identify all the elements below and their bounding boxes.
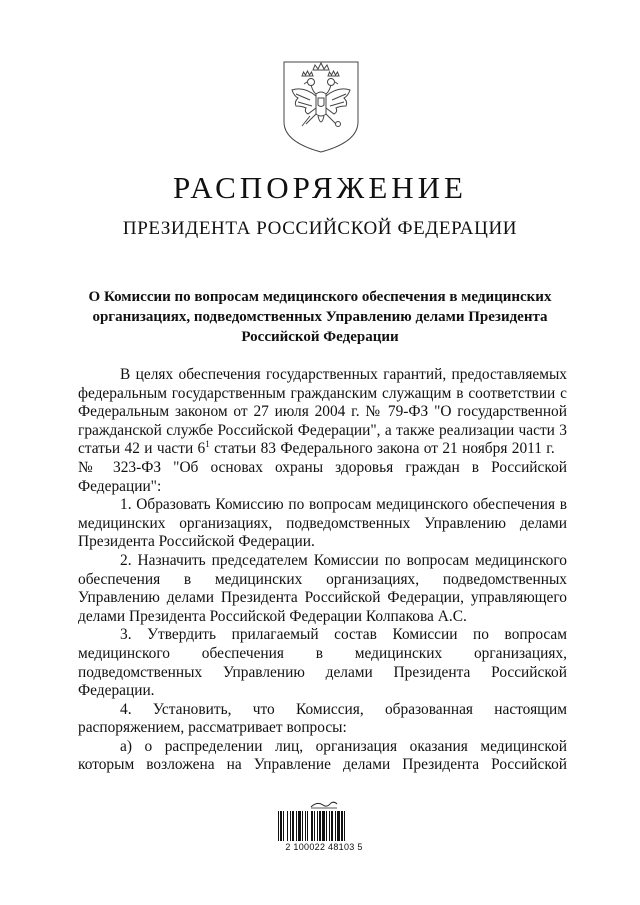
title-line: организациях, подведомственных Управлению делами Президента — [92, 309, 548, 325]
barcode-bar — [335, 811, 336, 841]
body-line: 1. Образовать Комиссию по вопросам медицинского обеспечения в — [120, 496, 567, 514]
body-line: обеспечения в медицинских организациях, подведомственных — [78, 570, 567, 588]
body-line: федеральным государственным гражданским служащим в соответствии с — [78, 384, 567, 402]
body-line: 2. Назначить председателем Комиссии по вопросам медицинского — [120, 551, 567, 569]
barcode-bar — [331, 811, 333, 841]
body-line: 4. Установить, что Комиссия, образованная настоящим — [120, 700, 567, 718]
barcode-bar — [329, 811, 330, 841]
body-line: а) о распределении лиц, организация оказания медицинской — [120, 737, 567, 755]
barcode-bar — [319, 811, 321, 841]
barcode-bar — [337, 811, 340, 841]
mark-icon — [309, 799, 339, 809]
superscript: 1 — [205, 439, 210, 450]
body-line: Управлению делами Президента Российской Федерации, управляющего — [78, 589, 567, 607]
body-text: статьи 83 Федерального закона от 21 ноября 2011 г. — [209, 440, 555, 458]
barcode-bar — [326, 811, 327, 841]
body-line: которым возложена на Управление делами Президента Российской — [78, 756, 567, 774]
barcode-bar — [314, 811, 315, 841]
body-line: В целях обеспечения государственных гарантий, предоставляемых — [120, 366, 567, 383]
barcode-bar — [305, 811, 306, 841]
barcode-bar — [280, 811, 282, 841]
body-line: Президента Российской Федерации. — [78, 533, 315, 551]
body-line: Федерации. — [78, 682, 155, 700]
document-heading: РАСПОРЯЖЕНИЕ — [173, 170, 467, 205]
barcode-bar — [341, 811, 343, 841]
barcode-bar — [311, 811, 313, 841]
barcode-bar — [317, 811, 318, 841]
barcode-bar — [290, 811, 291, 841]
body-text: статьи 42 и части 6 — [78, 440, 206, 458]
barcode-bar — [307, 811, 308, 841]
body-line: делами Президента Российской Федерации Колпакова А.С. — [78, 607, 467, 625]
barcode-block — [276, 797, 372, 857]
barcode-bar — [302, 811, 303, 841]
barcode-bar — [292, 811, 294, 841]
body-line: подведомственных Управлению делами Президента Российской — [78, 663, 567, 681]
barcode-bar — [322, 811, 325, 841]
barcode-bar — [296, 811, 297, 841]
document-body — [78, 366, 567, 775]
title-line: Российской Федерации — [241, 329, 399, 345]
barcode-bar — [298, 811, 301, 841]
barcode-number: 2 100022 48103 5 — [285, 842, 363, 852]
document-subheading: ПРЕЗИДЕНТА РОССИЙСКОЙ ФЕДЕРАЦИИ — [122, 218, 518, 239]
barcode-bar — [283, 811, 284, 841]
body-line: Федеральным законом от 27 июля 2004 г. № 79-ФЗ "О государственной — [78, 403, 567, 421]
coat-of-arms-emblem — [280, 56, 362, 154]
body-line: № 323-ФЗ "Об основах охраны здоровья граждан в Российской — [78, 458, 567, 476]
barcode-bar — [344, 811, 345, 841]
barcode-bar — [287, 811, 288, 841]
document-title — [72, 287, 568, 347]
body-line: гражданской службе Российской Федерации", а также реализации части 3 — [78, 421, 567, 439]
body-line: распоряжением, рассматривает вопросы: — [78, 719, 347, 737]
body-line: медицинского обеспечения в медицинских организациях, — [78, 644, 567, 662]
barcode-bar — [278, 811, 279, 841]
body-line: медицинских организациях, подведомственных Управлению делами — [78, 514, 567, 532]
title-line: О Комиссии по вопросам медицинского обеспечения в медицинских — [88, 289, 552, 305]
body-line: Федерации": — [78, 477, 162, 495]
barcode-icon — [276, 811, 372, 841]
body-line: 3. Утвердить прилагаемый состав Комиссии по вопросам — [120, 626, 567, 644]
body-line — [78, 440, 567, 459]
